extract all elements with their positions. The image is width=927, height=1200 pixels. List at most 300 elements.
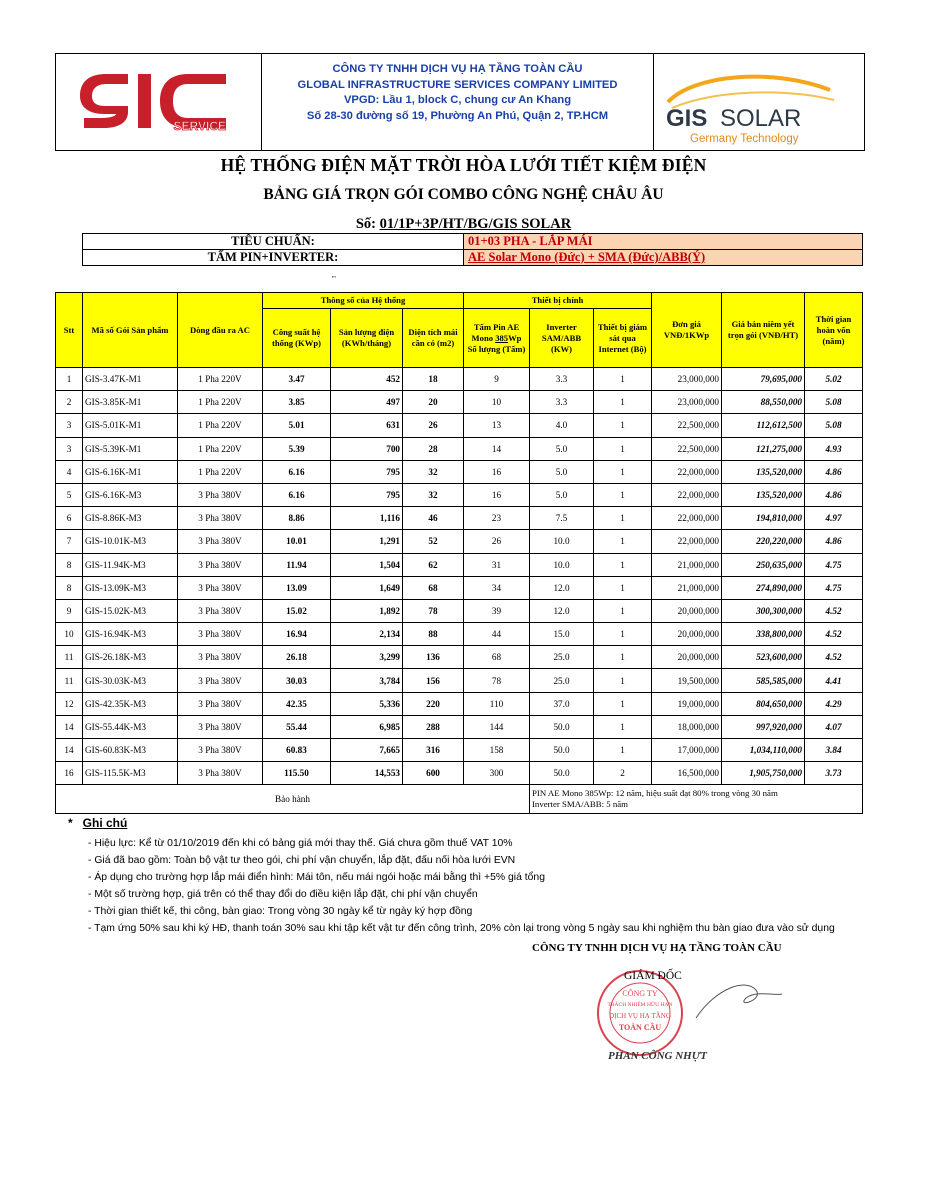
cell-inverter: 15.0 xyxy=(530,623,594,646)
cell-area: 78 xyxy=(403,599,464,622)
cell-price: 194,810,000 xyxy=(722,507,805,530)
cell-stt: 6 xyxy=(56,507,83,530)
table-row xyxy=(56,391,863,414)
cell-capacity: 55.44 xyxy=(263,715,331,738)
cell-yield: 3,784 xyxy=(331,669,403,692)
cell-area: 20 xyxy=(403,391,464,414)
table-row xyxy=(56,646,863,669)
note-item: - Giá đã bao gồm: Toàn bộ vật tư theo gói, chi phí vận chuyển, lắp đặt, đấu nối hòa lưới EVN xyxy=(88,855,516,866)
signature-company: CÔNG TY TNHH DỊCH VỤ HẠ TẦNG TOÀN CẦU xyxy=(532,942,782,954)
cell-yield: 700 xyxy=(331,437,403,460)
table-row xyxy=(56,739,863,762)
cell-capacity: 13.09 xyxy=(263,576,331,599)
cell-monitor: 1 xyxy=(594,391,652,414)
table-row xyxy=(56,576,863,599)
cell-stt: 8 xyxy=(56,553,83,576)
header-code: Mã số Gói Sản phẩm xyxy=(83,293,178,368)
header-capacity: Công suất hệ thống (KWp) xyxy=(263,309,331,368)
cell-inverter: 5.0 xyxy=(530,483,594,506)
cell-capacity: 5.01 xyxy=(263,414,331,437)
cell-output: 3 Pha 380V xyxy=(178,692,263,715)
cell-price: 79,695,000 xyxy=(722,368,805,391)
table-row xyxy=(56,483,863,506)
company-address: Số 28-30 đường số 19, Phường An Phú, Quận 2, TP.HCM xyxy=(306,109,609,122)
standard-value: 01+03 PHA - LẮP MÁI xyxy=(464,234,863,250)
cell-unit-price: 23,000,000 xyxy=(652,391,722,414)
signature-name: PHAN CÔNG NHỰT xyxy=(608,1050,707,1062)
cell-code: GIS-42.35K-M3 xyxy=(83,692,178,715)
cell-panels: 31 xyxy=(464,553,530,576)
cell-output: 3 Pha 380V xyxy=(178,646,263,669)
cell-monitor: 1 xyxy=(594,599,652,622)
cell-monitor: 1 xyxy=(594,623,652,646)
header-unit-price: Đơn giá VNĐ/1KWp xyxy=(652,293,722,368)
cell-unit-price: 22,500,000 xyxy=(652,414,722,437)
cell-panels: 14 xyxy=(464,437,530,460)
cell-area: 28 xyxy=(403,437,464,460)
cell-monitor: 2 xyxy=(594,762,652,785)
cell-unit-price: 22,000,000 xyxy=(652,507,722,530)
cell-inverter: 25.0 xyxy=(530,646,594,669)
cell-panels: 13 xyxy=(464,414,530,437)
cell-price: 1,905,750,000 xyxy=(722,762,805,785)
cell-monitor: 1 xyxy=(594,739,652,762)
notes-heading xyxy=(68,816,127,830)
table-row xyxy=(56,414,863,437)
cell-yield: 6,985 xyxy=(331,715,403,738)
document-number xyxy=(0,216,927,233)
header-panels-b: 385 xyxy=(495,332,509,343)
cell-area: 18 xyxy=(403,368,464,391)
cell-stt: 11 xyxy=(56,646,83,669)
cell-stt: 12 xyxy=(56,692,83,715)
cell-panels: 44 xyxy=(464,623,530,646)
cell-code: GIS-60.83K-M3 xyxy=(83,739,178,762)
cell-area: 220 xyxy=(403,692,464,715)
cell-price: 220,220,000 xyxy=(722,530,805,553)
stamp-line-1: CÔNG TY xyxy=(622,989,658,998)
notes-title: Ghi chú xyxy=(82,816,128,830)
stamp-line-3: DỊCH VỤ HẠ TẦNG xyxy=(609,1012,671,1020)
note-item: - Áp dụng cho trường hợp lắp mái điển hình: Mái tôn, nếu mái ngói hoặc mái bằng thì +5% giá tổng xyxy=(88,872,545,883)
cell-stt: 14 xyxy=(56,715,83,738)
cell-monitor: 1 xyxy=(594,530,652,553)
cell-capacity: 115.50 xyxy=(263,762,331,785)
warranty-line-2: Inverter SMA/ABB: 5 năm xyxy=(532,799,629,810)
cell-area: 32 xyxy=(403,483,464,506)
table-row xyxy=(56,715,863,738)
cell-unit-price: 22,000,000 xyxy=(652,530,722,553)
cell-yield: 497 xyxy=(331,391,403,414)
cell-payback: 5.02 xyxy=(805,368,863,391)
header-inverter: Inverter SAM/ABB (KW) xyxy=(530,309,594,368)
cell-capacity: 26.18 xyxy=(263,646,331,669)
cell-capacity: 11.94 xyxy=(263,553,331,576)
cell-panels: 26 xyxy=(464,530,530,553)
cell-monitor: 1 xyxy=(594,483,652,506)
cell-inverter: 4.0 xyxy=(530,414,594,437)
warranty-row xyxy=(56,785,863,814)
notes-list xyxy=(88,835,888,937)
cell-price: 135,520,000 xyxy=(722,483,805,506)
cell-panels: 39 xyxy=(464,599,530,622)
cell-inverter: 3.3 xyxy=(530,368,594,391)
cell-price: 300,300,000 xyxy=(722,599,805,622)
tiny-mark: ''' xyxy=(332,275,336,283)
cell-payback: 4.41 xyxy=(805,669,863,692)
cell-unit-price: 22,000,000 xyxy=(652,483,722,506)
cell-yield: 14,553 xyxy=(331,762,403,785)
cell-capacity: 6.16 xyxy=(263,483,331,506)
document-number-prefix: Số: xyxy=(355,216,380,232)
header-yield: Sản lượng điện (KWh/tháng) xyxy=(331,309,403,368)
standard-label: TIÊU CHUẨN: xyxy=(83,234,464,250)
cell-monitor: 1 xyxy=(594,437,652,460)
cell-capacity: 8.86 xyxy=(263,507,331,530)
gis-service-logo xyxy=(56,54,262,150)
cell-area: 62 xyxy=(403,553,464,576)
cell-payback: 5.08 xyxy=(805,391,863,414)
table-row xyxy=(56,669,863,692)
price-table xyxy=(55,292,863,814)
cell-yield: 3,299 xyxy=(331,646,403,669)
cell-payback: 4.86 xyxy=(805,483,863,506)
cell-stt: 14 xyxy=(56,739,83,762)
cell-output: 3 Pha 380V xyxy=(178,739,263,762)
cell-area: 52 xyxy=(403,530,464,553)
page-title: HỆ THỐNG ĐIỆN MẶT TRỜI HÒA LƯỚI TIẾT KIỆM ĐIỆN xyxy=(220,155,707,175)
cell-monitor: 1 xyxy=(594,646,652,669)
cell-stt: 11 xyxy=(56,669,83,692)
cell-stt: 7 xyxy=(56,530,83,553)
gis-solar-logo xyxy=(653,54,864,150)
warranty-detail xyxy=(530,785,863,814)
cell-area: 600 xyxy=(403,762,464,785)
cell-area: 68 xyxy=(403,576,464,599)
cell-area: 32 xyxy=(403,460,464,483)
header-panels-a: Tấm Pin AE Mono xyxy=(471,321,520,343)
cell-output: 3 Pha 380V xyxy=(178,669,263,692)
cell-capacity: 6.16 xyxy=(263,460,331,483)
cell-price: 250,635,000 xyxy=(722,553,805,576)
cell-price: 112,612,500 xyxy=(722,414,805,437)
cell-output: 3 Pha 380V xyxy=(178,530,263,553)
cell-payback: 3.73 xyxy=(805,762,863,785)
cell-payback: 4.97 xyxy=(805,507,863,530)
cell-payback: 4.52 xyxy=(805,599,863,622)
cell-yield: 1,291 xyxy=(331,530,403,553)
cell-panels: 144 xyxy=(464,715,530,738)
cell-monitor: 1 xyxy=(594,692,652,715)
cell-price: 585,585,000 xyxy=(722,669,805,692)
cell-panels: 68 xyxy=(464,646,530,669)
cell-panels: 10 xyxy=(464,391,530,414)
table-row xyxy=(56,553,863,576)
cell-price: 804,650,000 xyxy=(722,692,805,715)
cell-inverter: 12.0 xyxy=(530,599,594,622)
package-info-table xyxy=(82,233,863,266)
cell-inverter: 50.0 xyxy=(530,739,594,762)
cell-inverter: 7.5 xyxy=(530,507,594,530)
cell-code: GIS-3.85K-M1 xyxy=(83,391,178,414)
cell-capacity: 30.03 xyxy=(263,669,331,692)
cell-unit-price: 21,000,000 xyxy=(652,553,722,576)
cell-payback: 4.29 xyxy=(805,692,863,715)
cell-unit-price: 19,500,000 xyxy=(652,669,722,692)
cell-stt: 8 xyxy=(56,576,83,599)
cell-area: 88 xyxy=(403,623,464,646)
cell-inverter: 10.0 xyxy=(530,530,594,553)
table-row xyxy=(56,460,863,483)
cell-inverter: 25.0 xyxy=(530,669,594,692)
cell-payback: 3.84 xyxy=(805,739,863,762)
cell-code: GIS-13.09K-M3 xyxy=(83,576,178,599)
cell-panels: 16 xyxy=(464,460,530,483)
cell-area: 26 xyxy=(403,414,464,437)
cell-panels: 78 xyxy=(464,669,530,692)
cell-capacity: 60.83 xyxy=(263,739,331,762)
header-area: Diện tích mái cần có (m2) xyxy=(403,309,464,368)
page-subtitle: BẢNG GIÁ TRỌN GÓI COMBO CÔNG NGHỆ CHÂU ÂU xyxy=(263,186,664,203)
table-row xyxy=(56,623,863,646)
cell-panels: 34 xyxy=(464,576,530,599)
notes-star: * xyxy=(68,816,73,830)
cell-stt: 2 xyxy=(56,391,83,414)
warranty-line-1: PIN AE Mono 385Wp: 12 năm, hiệu suất đạt 80% trong vòng 30 năm xyxy=(532,788,778,799)
cell-area: 136 xyxy=(403,646,464,669)
cell-stt: 10 xyxy=(56,623,83,646)
logo-right-word: SOLAR xyxy=(720,105,802,132)
cell-area: 46 xyxy=(403,507,464,530)
cell-capacity: 5.39 xyxy=(263,437,331,460)
note-item: - Một số trường hợp, giá trên có thể thay đổi do điều kiện lắp đặt, chi phí vận chuyển xyxy=(88,889,478,900)
header-panels-c: Wp Số lượng (Tấm) xyxy=(467,332,526,354)
cell-output: 3 Pha 380V xyxy=(178,599,263,622)
cell-unit-price: 18,000,000 xyxy=(652,715,722,738)
note-item: - Thời gian thiết kế, thi công, bàn giao: Trong vòng 30 ngày kể từ ngày ký hợp đồng xyxy=(88,906,473,917)
table-row xyxy=(56,530,863,553)
cell-capacity: 42.35 xyxy=(263,692,331,715)
cell-yield: 1,504 xyxy=(331,553,403,576)
cell-price: 121,275,000 xyxy=(722,437,805,460)
cell-inverter: 37.0 xyxy=(530,692,594,715)
document-number-value: 01/1P+3P/HT/BG/GIS SOLAR xyxy=(379,216,572,232)
cell-output: 3 Pha 380V xyxy=(178,623,263,646)
cell-yield: 631 xyxy=(331,414,403,437)
cell-capacity: 16.94 xyxy=(263,623,331,646)
header-group-equipment: Thiết bị chính xyxy=(464,293,652,309)
cell-code: GIS-16.94K-M3 xyxy=(83,623,178,646)
cell-unit-price: 21,000,000 xyxy=(652,576,722,599)
cell-yield: 5,336 xyxy=(331,692,403,715)
signature-title: GIÁM ĐỐC xyxy=(624,970,682,982)
cell-output: 1 Pha 220V xyxy=(178,414,263,437)
cell-output: 1 Pha 220V xyxy=(178,368,263,391)
company-name-en: GLOBAL INFRASTRUCTURE SERVICES COMPANY LIMITED xyxy=(297,78,618,91)
logo-right-tagline: Germany Technology xyxy=(690,133,799,145)
cell-monitor: 1 xyxy=(594,507,652,530)
cell-unit-price: 22,000,000 xyxy=(652,460,722,483)
cell-code: GIS-6.16K-M3 xyxy=(83,483,178,506)
table-row xyxy=(56,692,863,715)
cell-stt: 4 xyxy=(56,460,83,483)
cell-area: 288 xyxy=(403,715,464,738)
cell-payback: 5.08 xyxy=(805,414,863,437)
cell-output: 3 Pha 380V xyxy=(178,762,263,785)
header-monitor: Thiết bị giám sát qua Internet (Bộ) xyxy=(594,309,652,368)
cell-code: GIS-3.47K-M1 xyxy=(83,368,178,391)
cell-code: GIS-8.86K-M3 xyxy=(83,507,178,530)
panel-row xyxy=(83,250,863,266)
cell-inverter: 50.0 xyxy=(530,715,594,738)
cell-monitor: 1 xyxy=(594,414,652,437)
cell-yield: 795 xyxy=(331,483,403,506)
header-panels xyxy=(464,309,530,368)
cell-price: 1,034,110,000 xyxy=(722,739,805,762)
cell-inverter: 50.0 xyxy=(530,762,594,785)
cell-code: GIS-55.44K-M3 xyxy=(83,715,178,738)
cell-capacity: 10.01 xyxy=(263,530,331,553)
cell-monitor: 1 xyxy=(594,368,652,391)
table-row xyxy=(56,599,863,622)
cell-output: 3 Pha 380V xyxy=(178,576,263,599)
cell-panels: 158 xyxy=(464,739,530,762)
cell-stt: 5 xyxy=(56,483,83,506)
table-row xyxy=(56,762,863,785)
cell-panels: 16 xyxy=(464,483,530,506)
cell-capacity: 15.02 xyxy=(263,599,331,622)
cell-inverter: 10.0 xyxy=(530,553,594,576)
cell-panels: 110 xyxy=(464,692,530,715)
cell-output: 3 Pha 380V xyxy=(178,507,263,530)
cell-code: GIS-15.02K-M3 xyxy=(83,599,178,622)
cell-price: 523,600,000 xyxy=(722,646,805,669)
cell-area: 156 xyxy=(403,669,464,692)
cell-stt: 3 xyxy=(56,414,83,437)
cell-unit-price: 20,000,000 xyxy=(652,623,722,646)
cell-payback: 4.93 xyxy=(805,437,863,460)
cell-inverter: 3.3 xyxy=(530,391,594,414)
cell-payback: 4.86 xyxy=(805,460,863,483)
cell-output: 1 Pha 220V xyxy=(178,391,263,414)
cell-yield: 1,649 xyxy=(331,576,403,599)
header-output: Dòng đầu ra AC xyxy=(178,293,263,368)
cell-code: GIS-6.16K-M1 xyxy=(83,460,178,483)
logo-left-text: SERVICE xyxy=(173,119,226,133)
cell-payback: 4.75 xyxy=(805,576,863,599)
cell-output: 1 Pha 220V xyxy=(178,437,263,460)
warranty-label: Bảo hành xyxy=(56,785,530,814)
cell-yield: 7,665 xyxy=(331,739,403,762)
cell-inverter: 5.0 xyxy=(530,437,594,460)
cell-output: 1 Pha 220V xyxy=(178,460,263,483)
cell-stt: 16 xyxy=(56,762,83,785)
panel-value: AE Solar Mono (Đức) + SMA (Đức)/ABB(Ý) xyxy=(464,250,863,266)
cell-price: 135,520,000 xyxy=(722,460,805,483)
note-item: - Hiệu lực: Kể từ 01/10/2019 đến khi có bảng giá mới thay thế. Giá chưa gồm thuế VAT 10% xyxy=(88,838,513,849)
cell-stt: 9 xyxy=(56,599,83,622)
cell-stt: 1 xyxy=(56,368,83,391)
cell-unit-price: 20,000,000 xyxy=(652,599,722,622)
cell-price: 338,800,000 xyxy=(722,623,805,646)
cell-payback: 4.75 xyxy=(805,553,863,576)
cell-yield: 795 xyxy=(331,460,403,483)
cell-yield: 452 xyxy=(331,368,403,391)
standard-row xyxy=(83,234,863,250)
cell-price: 997,920,000 xyxy=(722,715,805,738)
panel-label: TẤM PIN+INVERTER: xyxy=(83,250,464,266)
cell-unit-price: 22,500,000 xyxy=(652,437,722,460)
cell-unit-price: 23,000,000 xyxy=(652,368,722,391)
cell-unit-price: 19,000,000 xyxy=(652,692,722,715)
cell-code: GIS-11.94K-M3 xyxy=(83,553,178,576)
cell-capacity: 3.47 xyxy=(263,368,331,391)
letterhead xyxy=(55,53,865,151)
cell-output: 3 Pha 380V xyxy=(178,483,263,506)
cell-inverter: 5.0 xyxy=(530,460,594,483)
cell-code: GIS-10.01K-M3 xyxy=(83,530,178,553)
cell-payback: 4.52 xyxy=(805,623,863,646)
header-row-group xyxy=(56,293,863,309)
header-stt: Stt xyxy=(56,293,83,368)
cell-output: 3 Pha 380V xyxy=(178,553,263,576)
cell-code: GIS-26.18K-M3 xyxy=(83,646,178,669)
cell-monitor: 1 xyxy=(594,460,652,483)
logo-right-brand: GIS xyxy=(666,105,708,132)
cell-unit-price: 20,000,000 xyxy=(652,646,722,669)
cell-panels: 300 xyxy=(464,762,530,785)
cell-code: GIS-5.01K-M1 xyxy=(83,414,178,437)
header-list-price: Giá bán niêm yết trọn gói (VNĐ/HT) xyxy=(722,293,805,368)
cell-monitor: 1 xyxy=(594,553,652,576)
header-group-system: Thông số của Hệ thống xyxy=(263,293,464,309)
table-row xyxy=(56,437,863,460)
price-table-body xyxy=(56,368,863,785)
note-item: - Tạm ứng 50% sau khi ký HĐ, thanh toán 30% sau khi tập kết vật tư đến công trình, 20% còn lại trong vòng 5 ngày sau khi nghiệm thu bàn giao đưa vào sử dụng xyxy=(88,923,835,934)
table-row xyxy=(56,368,863,391)
cell-price: 274,890,000 xyxy=(722,576,805,599)
cell-panels: 23 xyxy=(464,507,530,530)
cell-yield: 1,116 xyxy=(331,507,403,530)
company-office: VPGD: Lầu 1, block C, chung cư An Khang xyxy=(343,94,572,106)
cell-payback: 4.86 xyxy=(805,530,863,553)
cell-code: GIS-30.03K-M3 xyxy=(83,669,178,692)
cell-panels: 9 xyxy=(464,368,530,391)
cell-code: GIS-115.5K-M3 xyxy=(83,762,178,785)
cell-area: 316 xyxy=(403,739,464,762)
cell-stt: 3 xyxy=(56,437,83,460)
stamp-line-4: TOÀN CẦU xyxy=(618,1023,662,1032)
cell-yield: 2,134 xyxy=(331,623,403,646)
cell-monitor: 1 xyxy=(594,715,652,738)
cell-code: GIS-5.39K-M1 xyxy=(83,437,178,460)
header-payback: Thời gian hoàn vốn (năm) xyxy=(805,293,863,368)
cell-unit-price: 16,500,000 xyxy=(652,762,722,785)
cell-unit-price: 17,000,000 xyxy=(652,739,722,762)
cell-payback: 4.07 xyxy=(805,715,863,738)
cell-capacity: 3.85 xyxy=(263,391,331,414)
cell-monitor: 1 xyxy=(594,576,652,599)
cell-inverter: 12.0 xyxy=(530,576,594,599)
cell-yield: 1,892 xyxy=(331,599,403,622)
table-row xyxy=(56,507,863,530)
company-name-vn: CÔNG TY TNHH DỊCH VỤ HẠ TẦNG TOÀN CẦU xyxy=(332,63,583,75)
cell-monitor: 1 xyxy=(594,669,652,692)
cell-price: 88,550,000 xyxy=(722,391,805,414)
company-info xyxy=(262,54,653,150)
stamp-line-2: TRÁCH NHIỆM HỮU HẠN xyxy=(607,1002,673,1008)
cell-output: 3 Pha 380V xyxy=(178,715,263,738)
